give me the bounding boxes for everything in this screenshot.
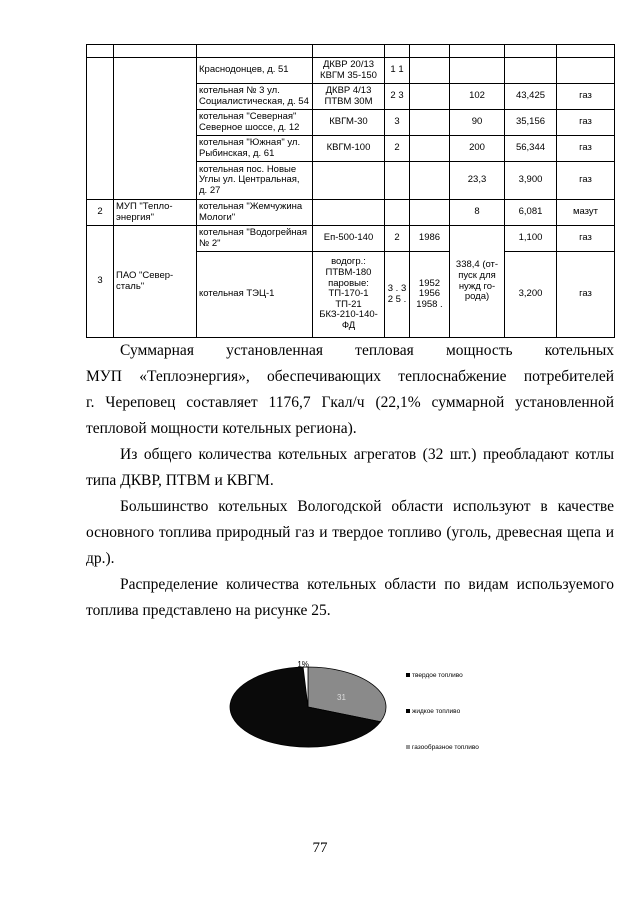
row-number-cell: 3 bbox=[87, 226, 114, 338]
boiler-count-cell: 2 bbox=[385, 136, 410, 162]
pie-slice-label: 1% bbox=[297, 659, 309, 669]
boiler-name-cell: котельная пос. Новые Углы ул. Центральная, д. 27 bbox=[197, 162, 313, 200]
fuel-consumption-cell: 56,344 bbox=[505, 136, 557, 162]
boiler-name-cell: котельная "Жемчужина Мологи" bbox=[197, 200, 313, 226]
header-cell bbox=[114, 45, 197, 58]
fuel-type-cell: мазут bbox=[557, 200, 615, 226]
header-cell bbox=[410, 45, 450, 58]
fuel-type-cell: газ bbox=[557, 84, 615, 110]
boiler-type-cell: ДКВР 20/13 КВГМ 35-150 bbox=[313, 58, 385, 84]
power-cell: 23,3 bbox=[450, 162, 505, 200]
boiler-count-cell bbox=[385, 162, 410, 200]
boiler-count-cell bbox=[385, 200, 410, 226]
fuel-consumption-cell: 3,200 bbox=[505, 252, 557, 338]
power-cell: 90 bbox=[450, 110, 505, 136]
legend-label: твердое топливо bbox=[412, 672, 463, 679]
paragraph-capacity-line-3: г. Череповец составляет 1176,7 Гкал/ч (22,1% суммарной установленной тепловой мощности котельных региона). bbox=[86, 394, 614, 437]
fuel-type-cell: газ bbox=[557, 226, 615, 252]
header-cell bbox=[87, 45, 114, 58]
header-cell bbox=[197, 45, 313, 58]
legend-label: жидкое топливо bbox=[412, 708, 461, 715]
fuel-type-cell bbox=[557, 58, 615, 84]
boiler-count-cell: 2 3 bbox=[385, 84, 410, 110]
power-cell: 338,4 (от-пуск для нужд го-рода) bbox=[450, 226, 505, 338]
boiler-type-cell: ДКВР 4/13 ПТВМ 30М bbox=[313, 84, 385, 110]
year-cell bbox=[410, 200, 450, 226]
legend-swatch bbox=[406, 673, 410, 677]
year-cell bbox=[410, 58, 450, 84]
header-cell bbox=[450, 45, 505, 58]
page-number: 77 bbox=[312, 840, 328, 856]
fuel-consumption-cell: 1,100 bbox=[505, 226, 557, 252]
legend-label: газообразное топливо bbox=[412, 744, 479, 751]
boiler-name-cell: котельная "Южная" ул. Рыбинская, д. 61 bbox=[197, 136, 313, 162]
paragraph-figure-reference: Распределение количества котельных области по видам используемого топлива представлено на рисунке 25. bbox=[86, 576, 614, 619]
fuel-consumption-cell: 6,081 bbox=[505, 200, 557, 226]
boiler-type-cell bbox=[313, 200, 385, 226]
fuel-type-cell: газ bbox=[557, 136, 615, 162]
organization-cell bbox=[114, 58, 197, 200]
fuel-type-cell: газ bbox=[557, 162, 615, 200]
boiler-type-cell: Еп-500-140 bbox=[313, 226, 385, 252]
boiler-type-cell: водогр.: ПТВМ-180 паровые: ТП-170-1 ТП-21 БКЗ-210-140-ФД bbox=[313, 252, 385, 338]
boiler-type-cell: КВГМ-100 bbox=[313, 136, 385, 162]
boiler-count-cell: 1 1 bbox=[385, 58, 410, 84]
paragraph-capacity-line-1: Суммарная установленная тепловая мощность котельных bbox=[120, 342, 614, 359]
boiler-name-cell: Краснодонцев, д. 51 bbox=[197, 58, 313, 84]
table-row bbox=[87, 200, 615, 226]
year-cell bbox=[410, 162, 450, 200]
power-cell: 8 bbox=[450, 200, 505, 226]
fuel-consumption-cell: 3,900 bbox=[505, 162, 557, 200]
fuel-distribution-pie-chart bbox=[220, 659, 520, 765]
table-row bbox=[87, 226, 615, 252]
fuel-type-cell: газ bbox=[557, 110, 615, 136]
legend-swatch bbox=[406, 745, 410, 749]
power-cell bbox=[450, 58, 505, 84]
organization-cell: МУП "Тепло-энергия" bbox=[114, 200, 197, 226]
paragraph-boiler-types: Из общего количества котельных агрегатов (32 шт.) преобладают котлы типа ДКВР, ПТВМ и КВГМ. bbox=[86, 446, 614, 489]
paragraph-fuel-types: Большинство котельных Вологодской области используют в качестве основного топлива природный газ и твердое топливо (уголь, древесная щепа и др.). bbox=[86, 498, 614, 567]
boiler-name-cell: котельная № 3 ул. Социалистическая, д. 54 bbox=[197, 84, 313, 110]
boiler-type-cell bbox=[313, 162, 385, 200]
fuel-consumption-cell: 35,156 bbox=[505, 110, 557, 136]
pie-slice-label: 31 bbox=[337, 692, 346, 702]
year-cell bbox=[410, 110, 450, 136]
header-cell bbox=[557, 45, 615, 58]
row-number-cell: 2 bbox=[87, 200, 114, 226]
header-cell bbox=[385, 45, 410, 58]
power-cell: 102 bbox=[450, 84, 505, 110]
header-cell bbox=[505, 45, 557, 58]
year-cell bbox=[410, 136, 450, 162]
fuel-type-cell: газ bbox=[557, 252, 615, 338]
legend-swatch bbox=[406, 709, 410, 713]
boiler-type-cell: КВГМ-30 bbox=[313, 110, 385, 136]
boiler-name-cell: котельная "Водогрейная № 2" bbox=[197, 226, 313, 252]
boiler-name-cell: котельная "Северная" Северное шоссе, д. 12 bbox=[197, 110, 313, 136]
boiler-name-cell: котельная ТЭЦ-1 bbox=[197, 252, 313, 338]
paragraph-capacity-line-2: МУП «Теплоэнергия», обеспечивающих теплоснабжение потребителей bbox=[86, 368, 614, 385]
table-header-stub-row bbox=[87, 45, 615, 58]
fuel-consumption-cell bbox=[505, 58, 557, 84]
header-cell bbox=[313, 45, 385, 58]
power-cell: 200 bbox=[450, 136, 505, 162]
year-cell bbox=[410, 84, 450, 110]
year-cell: 1952 1956 1958 . bbox=[410, 252, 450, 338]
fuel-consumption-cell: 43,425 bbox=[505, 84, 557, 110]
year-cell: 1986 bbox=[410, 226, 450, 252]
boiler-table bbox=[86, 44, 615, 338]
table-row bbox=[87, 58, 615, 84]
boiler-count-cell: 2 bbox=[385, 226, 410, 252]
row-number-cell bbox=[87, 58, 114, 200]
organization-cell: ПАО "Север-сталь" bbox=[114, 226, 197, 338]
boiler-count-cell: 3 bbox=[385, 110, 410, 136]
boiler-count-cell: 3 . 3 2 5 . bbox=[385, 252, 410, 338]
